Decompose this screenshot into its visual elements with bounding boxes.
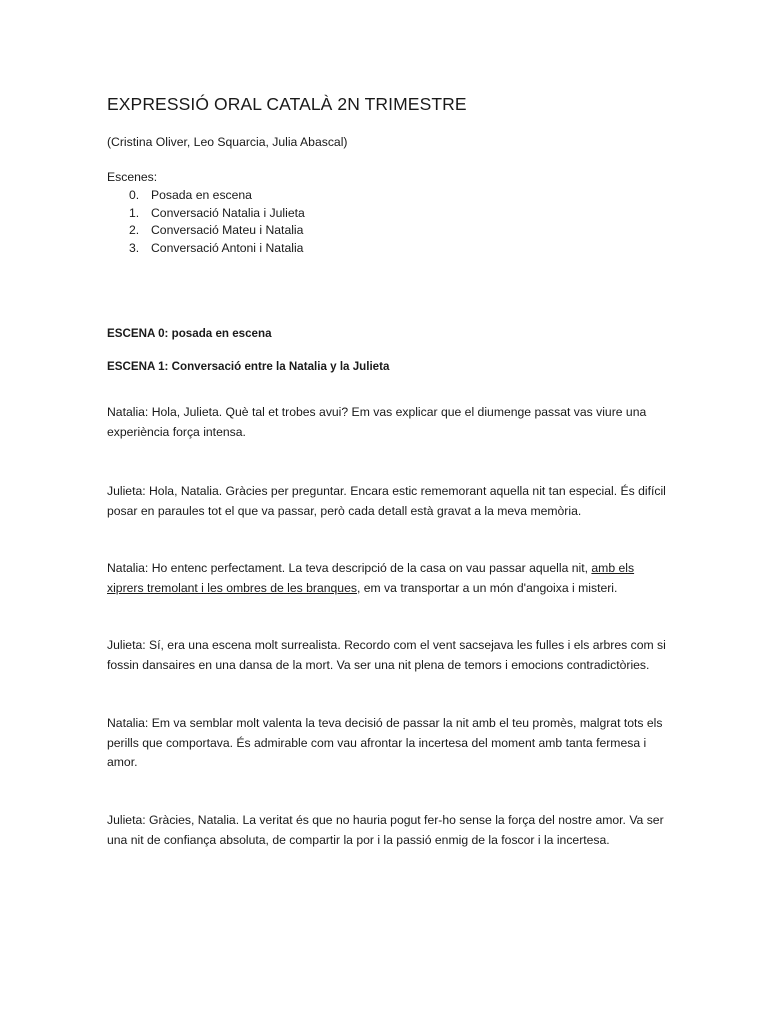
dialogue-paragraph: Natalia: Em va semblar molt valenta la teva decisió de passar la nit amb el teu promès, malgrat tots els perills que comportava. És admirable com vau afrontar la incertesa del moment amb tanta fermesa i amor.	[107, 716, 663, 769]
scene-title: Posada en escena	[151, 188, 252, 202]
scene-0-heading: ESCENA 0: posada en escena	[107, 327, 272, 340]
dialogue-paragraph: Natalia: Hola, Julieta. Què tal et trobes avui? Em vas explicar que el diumenge passat vas viure una experiència força intensa.	[107, 405, 647, 439]
document-authors: (Cristina Oliver, Leo Squarcia, Julia Abascal)	[107, 135, 348, 149]
scene-title: Conversació Antoni i Natalia	[151, 241, 304, 256]
dialogue-paragraph: Julieta: Sí, era una escena molt surrealista. Recordo com el vent sacsejava les fulles i els arbres com si fossin dansaires en una dansa de la mort. Va ser una nit plena de temors i emocions contradictòries.	[107, 638, 666, 672]
dialogue-text: , em va transportar a un món d'angoixa i misteri.	[356, 580, 618, 595]
dialogue-paragraph: Julieta: Hola, Natalia. Gràcies per preguntar. Encara estic rememorant aquella nit tan especial. És difícil posar en paraules tot el que va passar, però cada detall està gravat a la meva memòria.	[107, 484, 666, 518]
scenes-label: Escenes:	[107, 170, 158, 184]
scene-number: 2.	[129, 223, 140, 238]
scene-title: Conversació Mateu i Natalia	[151, 223, 304, 238]
scene-number: 1.	[129, 205, 140, 220]
scene-1-heading: ESCENA 1: Conversació entre la Natalia y la Julieta	[107, 360, 390, 373]
dialogue-paragraph	[107, 559, 667, 598]
dialogue-paragraph: Julieta: Gràcies, Natalia. La veritat és que no hauria pogut fer-ho sense la força del nostre amor. Va ser una nit de confiança absoluta, de compartir la por i la passió enmig de la foscor i la incertesa.	[107, 813, 664, 847]
scene-number: 3.	[129, 241, 140, 256]
document-title: EXPRESSIÓ ORAL CATALÀ 2N TRIMESTRE	[107, 94, 467, 114]
scene-number: 0.	[129, 188, 140, 202]
dialogue-text: Natalia: Ho entenc perfectament. La teva descripció de la casa on vau passar aquella nit,	[107, 561, 592, 575]
underlined-phrase: amb els xiprers tremolant i les ombres de les branques	[107, 561, 635, 595]
scene-title: Conversació Natalia i Julieta	[151, 205, 305, 220]
